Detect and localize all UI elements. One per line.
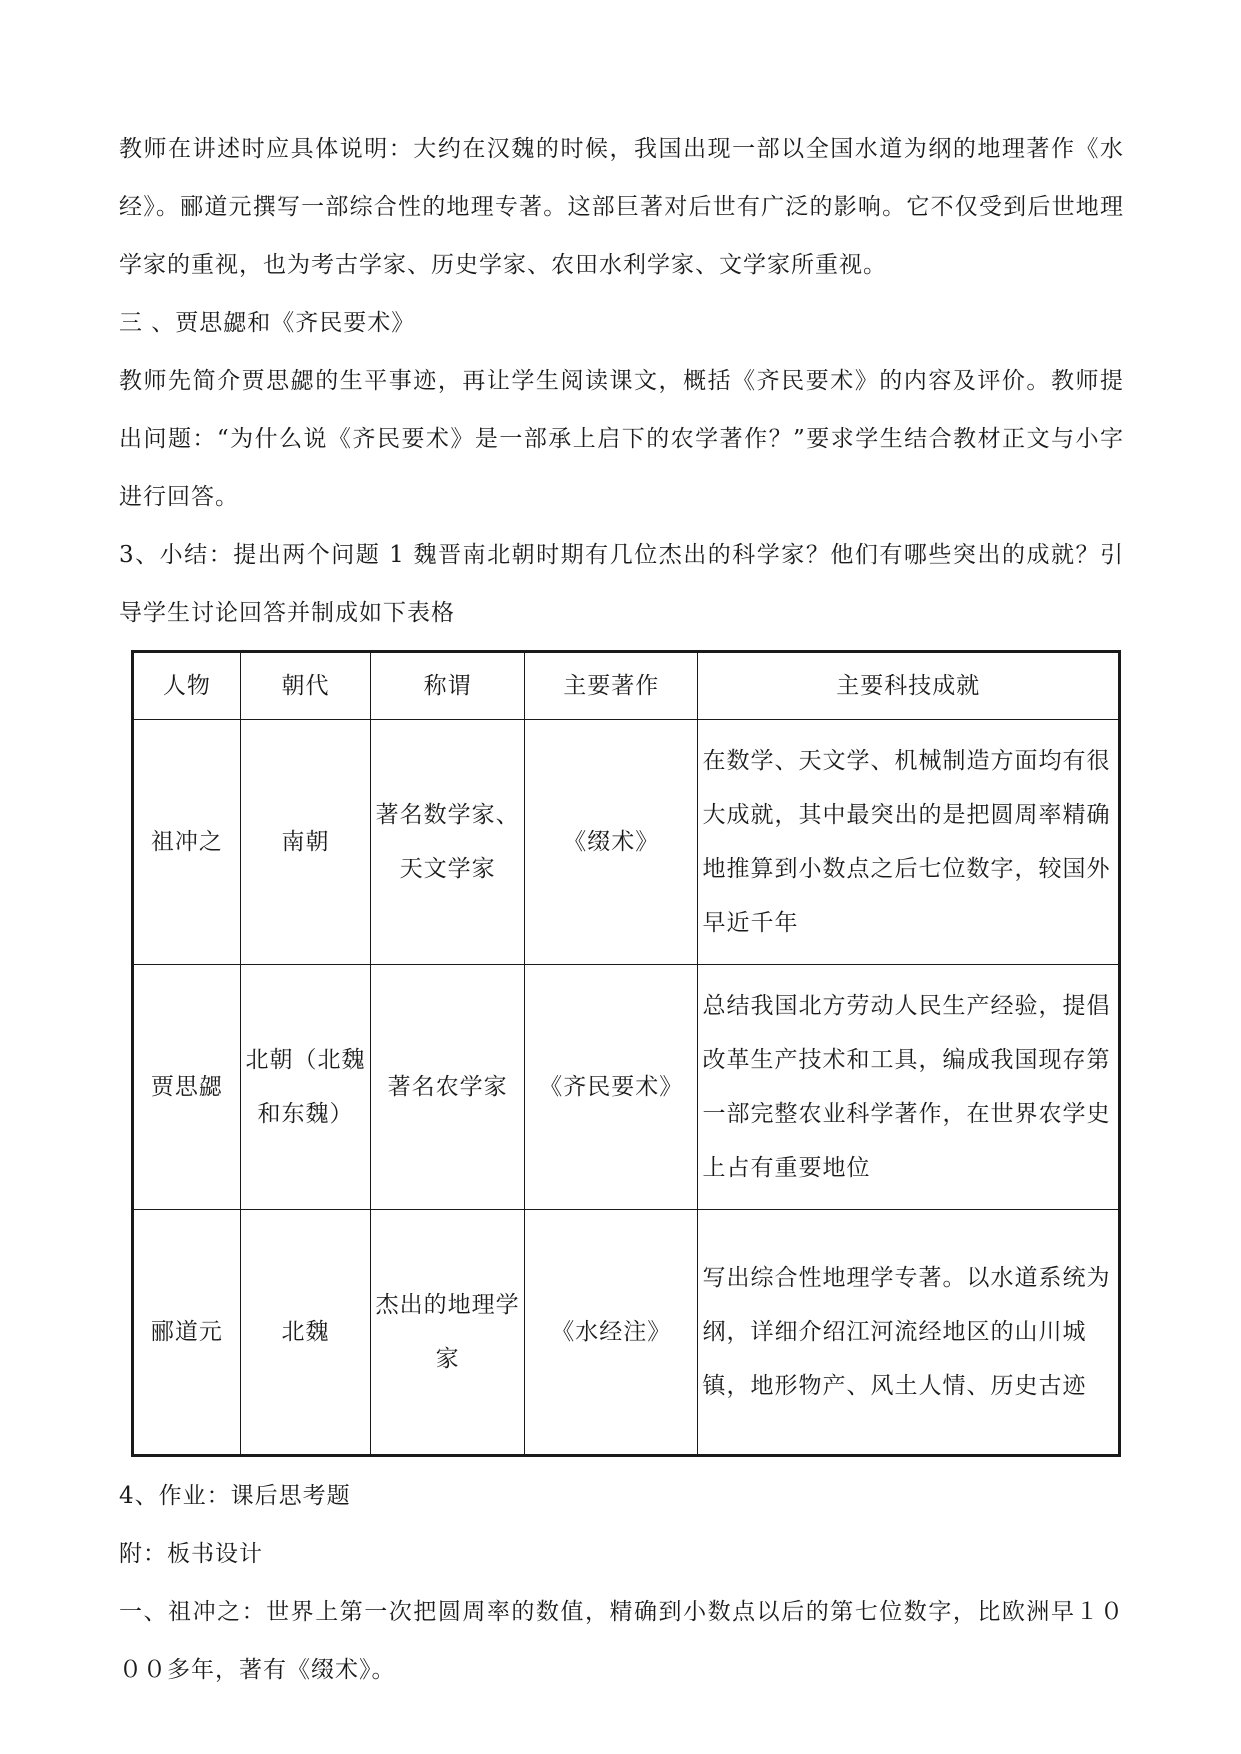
cell-dynasty: 南朝 xyxy=(240,720,371,965)
paragraph-homework: 4、作业：课后思考题 xyxy=(119,1483,351,1509)
paragraph-summary: 3、小结：提出两个问题 1 魏晋南北朝时期有几位杰出的科学家？他们有哪些突出的成就？引导学生讨论回答并制成如下表格 xyxy=(119,542,1124,626)
cell-person: 郦道元 xyxy=(133,1210,241,1456)
cell-person: 祖冲之 xyxy=(133,720,241,965)
cell-work: 《缀术》 xyxy=(524,720,698,965)
cell-title: 著名农学家 xyxy=(371,965,525,1210)
cell-title: 著名数学家、天文学家 xyxy=(371,720,525,965)
section-heading-jia-sixie: 三 、贾思勰和《齐民要术》 xyxy=(119,310,416,336)
table-row xyxy=(133,965,1120,1210)
cell-work: 《水经注》 xyxy=(524,1210,698,1456)
scientists-table xyxy=(131,650,1121,1457)
header-achievement: 主要科技成就 xyxy=(698,652,1120,720)
table-row xyxy=(133,1210,1120,1456)
paragraph-shuijing: 教师在讲述时应具体说明：大约在汉魏的时候，我国出现一部以全国水道为纲的地理著作《水经》。郦道元撰写一部综合性的地理专著。这部巨著对后世有广泛的影响。它不仅受到后世地理学家的重视，也为考古学家、历史学家、农田水利学家、文学家所重视。 xyxy=(119,136,1124,278)
header-work: 主要著作 xyxy=(524,652,698,720)
table-header-row xyxy=(133,652,1120,720)
table-row xyxy=(133,720,1120,965)
paragraph-board-design: 附：板书设计 xyxy=(119,1541,263,1567)
cell-person: 贾思勰 xyxy=(133,965,241,1210)
cell-achievement: 写出综合性地理学专著。以水道系统为纲，详细介绍江河流经地区的山川城镇，地形物产、风土人情、历史古迹 xyxy=(698,1210,1120,1456)
document-page xyxy=(119,120,1124,1699)
cell-dynasty: 北魏 xyxy=(240,1210,371,1456)
paragraph-zu-chongzhi: 一、祖冲之：世界上第一次把圆周率的数值，精确到小数点以后的第七位数字，比欧洲早１０００多年，著有《缀术》。 xyxy=(119,1599,1124,1683)
header-person: 人物 xyxy=(133,652,241,720)
header-dynasty: 朝代 xyxy=(240,652,371,720)
cell-work: 《齐民要术》 xyxy=(524,965,698,1210)
cell-dynasty: 北朝（北魏和东魏） xyxy=(240,965,371,1210)
header-title: 称谓 xyxy=(371,652,525,720)
paragraph-qimin-yaoshu: 教师先简介贾思勰的生平事迹，再让学生阅读课文，概括《齐民要术》的内容及评价。教师提出问题：“为什么说《齐民要术》是一部承上启下的农学著作？”要求学生结合教材正文与小字进行回答。 xyxy=(119,368,1124,510)
cell-achievement: 在数学、天文学、机械制造方面均有很大成就，其中最突出的是把圆周率精确地推算到小数点之后七位数字，较国外早近千年 xyxy=(698,720,1120,965)
cell-achievement: 总结我国北方劳动人民生产经验，提倡改革生产技术和工具，编成我国现存第一部完整农业科学著作，在世界农学史上占有重要地位 xyxy=(698,965,1120,1210)
cell-title: 杰出的地理学家 xyxy=(371,1210,525,1456)
